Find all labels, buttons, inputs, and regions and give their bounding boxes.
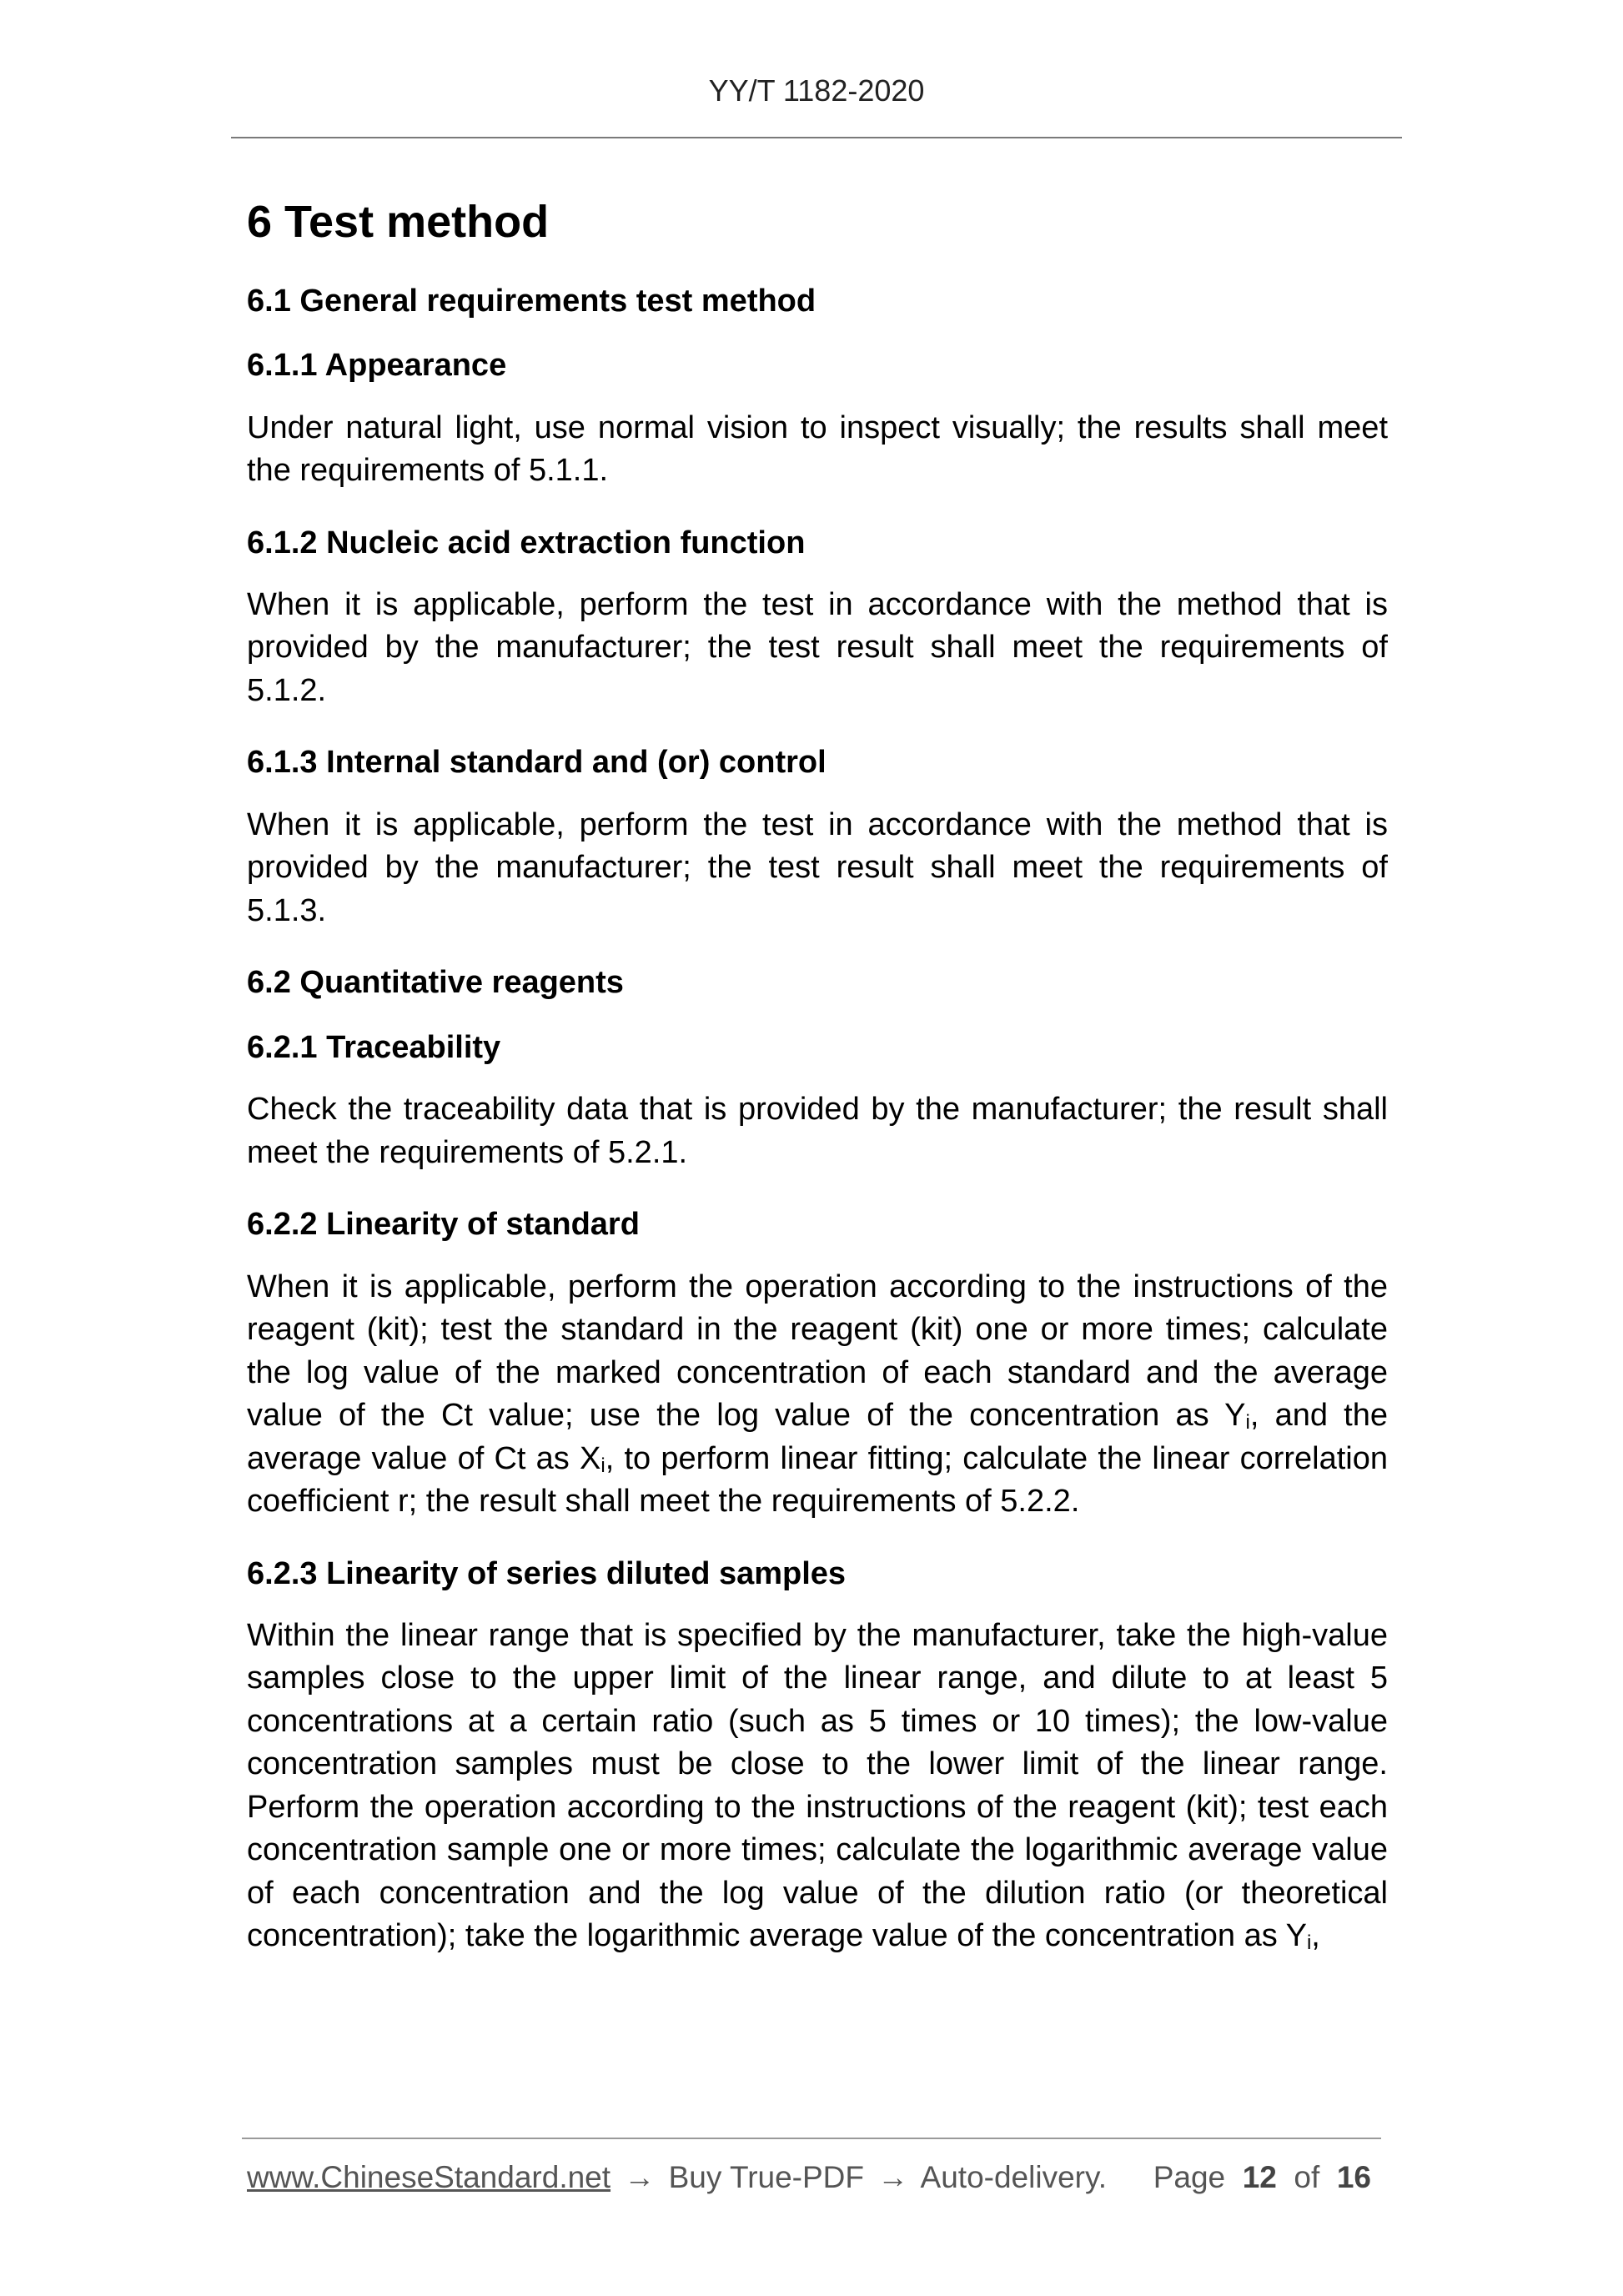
paragraph-6-1-1: Under natural light, use normal vision to inspect visually; the results shall meet the requirements of 5.1.1. [247, 409, 1388, 489]
paragraph-6-1-3: When it is applicable, perform the test in accordance with the method that is provided by the manufacturer; the test result shall meet the requirements of 5.1.3. [247, 806, 1388, 928]
page-indicator [1153, 2160, 1371, 2195]
page-label: Page [1153, 2160, 1226, 2194]
footer-divider [242, 2138, 1381, 2139]
heading-6-2-3: 6.2.3 Linearity of series diluted samples [247, 1555, 847, 1591]
text-run: , [1311, 1918, 1320, 1954]
arrow-right-icon: → [624, 2160, 656, 2194]
heading-6-1-2: 6.1.2 Nucleic acid extraction function [247, 525, 806, 560]
subscript: i [600, 1454, 605, 1477]
page-footer [247, 2160, 1381, 2195]
heading-6-2-2: 6.2.2 Linearity of standard [247, 1207, 640, 1243]
footer-promo [247, 2160, 1107, 2195]
header-divider [231, 137, 1402, 138]
buy-text: Buy True-PDF [668, 2160, 865, 2194]
text-run: , and the average value of Ct as X [247, 1398, 1388, 1476]
of-label: of [1294, 2160, 1320, 2194]
document-id-header: YY/T 1182-2020 [708, 73, 925, 108]
text-run: Within the linear range that is specified by the manufacturer, take the high-value samples close to the upper limit of the linear range, and dilute to at least 5 concentrations at a certain ratio (such as 5 times or 10 times); the low-value concentration samples must be close to the lower limit of the linear range. Perform the operation according to the instructions of the reagent (kit); test each concentration sample one or more times; calculate the logarithmic average value of each concentration and the log value of the dilution ratio (or theoretical concentration); take the logarithmic average value of the concentration as Y [247, 1617, 1388, 1954]
text-run: When it is applicable, perform the operation according to the instructions of the reagent (kit); test the standard in the reagent (kit) one or more times; calculate the log value of the marked concentration of each standard and the average value of the Ct value; use the log value of the concentration as Y [247, 1269, 1388, 1434]
heading-6-1-3: 6.1.3 Internal standard and (or) control [247, 745, 827, 781]
document-body [247, 187, 1388, 1988]
arrow-right-icon: → [877, 2160, 909, 2194]
paragraph-6-2-3 [247, 1615, 1388, 1958]
paragraph-6-1-2: When it is applicable, perform the test in accordance with the method that is provided by the manufacturer; the test result shall meet the requirements of 5.1.2. [247, 586, 1388, 708]
page-total: 16 [1336, 2160, 1371, 2194]
section-title: 6 Test method [247, 197, 550, 247]
heading-6-1: 6.1 General requirements test method [247, 283, 817, 319]
website-link[interactable]: www.ChineseStandard.net [247, 2160, 611, 2194]
heading-6-2-1: 6.2.1 Traceability [247, 1029, 501, 1065]
heading-6-2: 6.2 Quantitative reagents [247, 965, 624, 1001]
text-run: , to perform linear fitting; calculate the linear correlation coefficient r; the result shall meet the requirements of 5.2.2. [247, 1440, 1388, 1520]
delivery-text: Auto-delivery. [920, 2160, 1108, 2194]
paragraph-6-2-2 [247, 1266, 1388, 1524]
heading-6-1-1: 6.1.1 Appearance [247, 348, 507, 384]
subscript: i [1306, 1932, 1312, 1955]
page-number: 12 [1242, 2160, 1277, 2194]
paragraph-6-2-1: Check the traceability data that is provided by the manufacturer; the result shall meet the requirements of 5.2.1. [247, 1092, 1388, 1170]
subscript: i [1245, 1411, 1250, 1434]
